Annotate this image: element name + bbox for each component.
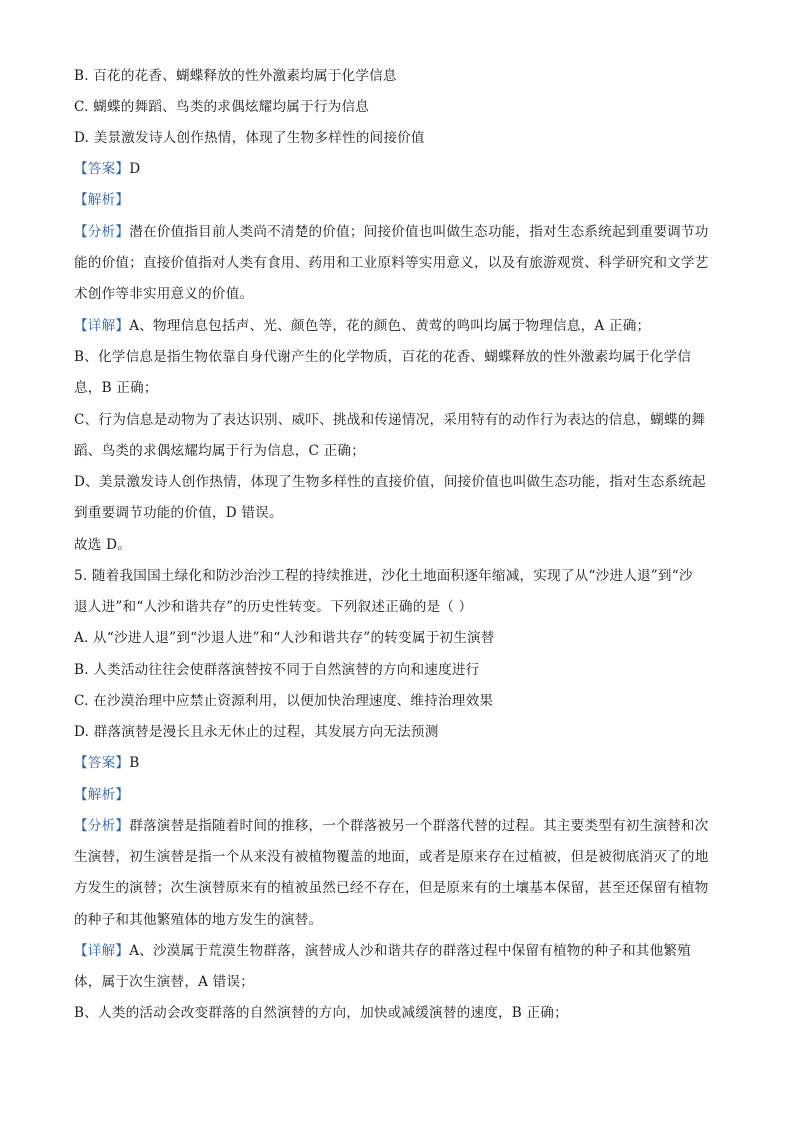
q5-stem: 5. 随着我国国土绿化和防沙治沙工程的持续推进，沙化土地面积逐年缩减，实现了从“沙进人退”到“沙 xyxy=(74,568,693,584)
fenxi-text: 方发生的演替；次生演替原来有的植被虽然已经不存在，但是原来有的土壤基本保留，甚至还保留有植物 xyxy=(74,880,709,896)
xiangjie-text: D、美景激发诗人创作热情，体现了生物多样性的直接价值，间接价值也叫做生态功能，指对生态系统起 xyxy=(74,474,706,490)
xiangjie-text: 息，B 正确； xyxy=(74,380,158,396)
xiangjie-text: B、人类的活动会改变群落的自然演替的方向，加快或减缓演替的速度，B 正确； xyxy=(74,1005,568,1021)
q4-answer-line xyxy=(74,159,734,179)
xiangjie-tag: 【详解】 xyxy=(74,318,130,334)
q4-analysis-heading xyxy=(74,190,734,210)
q5-option-d: D. 群落演替是漫长且永无休止的过程，其发展方向无法预测 xyxy=(74,724,439,740)
answer-tag: 【答案】 xyxy=(74,161,130,177)
answer-value: B xyxy=(129,755,140,771)
xiangjie-text: B、化学信息是指生物依靠自身代谢产生的化学物质，百花的花香、蝴蝶释放的性外激素均属于化学信 xyxy=(74,349,692,365)
q4-xiangjie-line xyxy=(74,316,734,336)
q4-fenxi-line xyxy=(74,222,734,242)
fenxi-text: 潜在价值指目前人类尚不清楚的价值；间接价值也叫做生态功能，指对生态系统起到重要调节功 xyxy=(129,224,709,240)
xiangjie-text: 体，属于次生演替，A 错误； xyxy=(74,974,255,990)
answer-tag: 【答案】 xyxy=(74,755,130,771)
q5-analysis-heading xyxy=(74,785,734,805)
analysis-tag: 【解析】 xyxy=(74,192,130,208)
xiangjie-text: 到重要调节功能的价值，D 错误。 xyxy=(74,505,283,521)
fenxi-text: 术创作等非实用意义的价值。 xyxy=(74,286,254,302)
fenxi-text: 能的价值；直接价值指对人类有食用、药用和工业原料等实用意义，以及有旅游观赏、科学研究和文学艺 xyxy=(74,255,709,271)
xiangjie-text: A、沙漠属于荒漠生物群落，演替成人沙和谐共存的群落过程中保留有植物的种子和其他繁殖 xyxy=(129,943,691,959)
q5-xiangjie-line xyxy=(74,941,734,961)
xiangjie-tag: 【详解】 xyxy=(74,943,130,959)
q5-stem: 退人进”和“人沙和谐共存”的历史性转变。下列叙述正确的是（ ） xyxy=(74,599,473,615)
xiangjie-text: 蹈、鸟类的求偶炫耀均属于行为信息，C 正确； xyxy=(74,443,365,459)
fenxi-tag: 【分析】 xyxy=(74,224,130,240)
q5-option-b: B. 人类活动往往会使群落演替按不同于自然演替的方向和速度进行 xyxy=(74,662,480,678)
q5-answer-line xyxy=(74,753,734,773)
xiangjie-text: A、物理信息包括声、光、颜色等，花的颜色、黄莺的鸣叫均属于物理信息，A 正确； xyxy=(129,318,651,334)
answer-value: D xyxy=(129,161,141,177)
analysis-tag: 【解析】 xyxy=(74,787,130,803)
q5-fenxi-line xyxy=(74,816,734,836)
fenxi-text: 群落演替是指随着时间的推移，一个群落被另一个群落代替的过程。其主要类型有初生演替和次 xyxy=(129,818,709,834)
q5-option-c: C. 在沙漠治理中应禁止资源利用，以便加快治理速度、维持治理效果 xyxy=(74,693,494,709)
q4-option-b: B. 百花的花香、蝴蝶释放的性外激素均属于化学信息 xyxy=(74,68,397,84)
xiangjie-text: C、行为信息是动物为了表达识别、威吓、挑战和传递情况，采用特有的动作行为表达的信息，蝴蝶的舞 xyxy=(74,412,706,428)
q4-option-d: D. 美景激发诗人创作热情，体现了生物多样性的间接价值 xyxy=(74,130,425,146)
fenxi-text: 的种子和其他繁殖体的地方发生的演替。 xyxy=(74,912,323,928)
q4-option-c: C. 蝴蝶的舞蹈、鸟类的求偶炫耀均属于行为信息 xyxy=(74,99,370,115)
fenxi-tag: 【分析】 xyxy=(74,818,130,834)
q5-option-a: A. 从“沙进人退”到“沙退人进”和“人沙和谐共存”的转变属于初生演替 xyxy=(74,630,495,646)
xiangjie-text: 故选 D。 xyxy=(74,537,132,553)
fenxi-text: 生演替，初生演替是指一个从来没有被植物覆盖的地面，或者是原来存在过植被，但是被彻底消灭了的地 xyxy=(74,849,709,865)
